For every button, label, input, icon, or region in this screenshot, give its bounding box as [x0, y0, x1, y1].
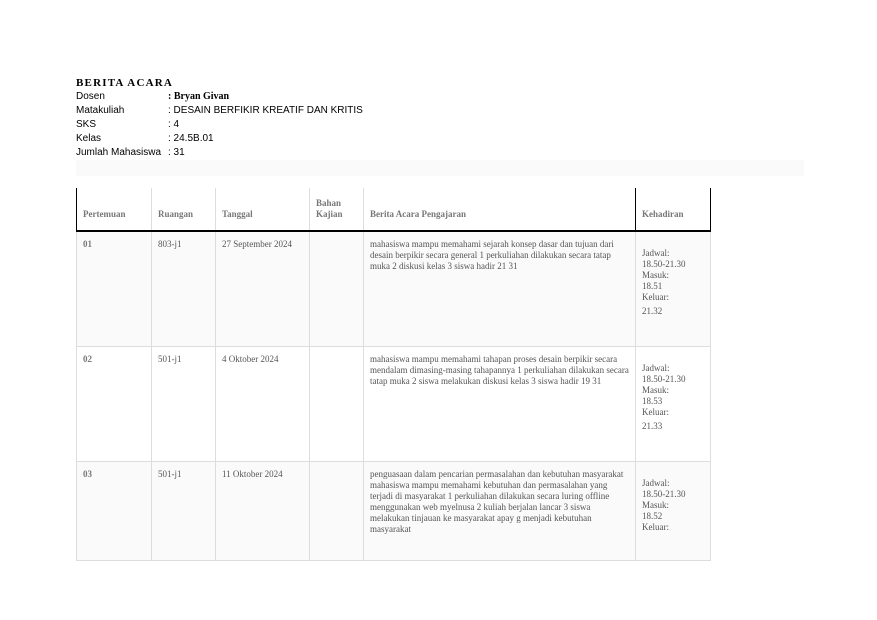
keluar-label: Keluar: — [642, 292, 669, 302]
table-header-row — [77, 188, 711, 231]
cell-pertemuan: 02 — [77, 347, 152, 462]
info-value: : 24.5B.01 — [168, 133, 214, 144]
keluar-value: 21.33 — [642, 421, 663, 431]
keluar-label: Keluar: — [642, 522, 669, 532]
masuk-label: Masuk: — [642, 500, 669, 510]
cell-berita-acara: mahasiswa mampu memahami tahapan proses desain berpikir secara mendalam dimasing-masing tahapannya 1 perkuliahan dilakukan secara tatap muka 2 siswa melakukan diskusi kelas 3 siswa hadir 19 31 — [364, 347, 636, 462]
cell-pertemuan: 01 — [77, 231, 152, 347]
berita-acara-table — [76, 188, 711, 561]
cell-ruangan: 501-j1 — [152, 462, 216, 561]
cell-tanggal: 27 September 2024 — [216, 231, 310, 347]
masuk-label: Masuk: — [642, 270, 669, 280]
cell-bahan-kajian — [310, 347, 364, 462]
keluar-label: Keluar: — [642, 407, 669, 417]
info-label: Dosen — [76, 91, 105, 102]
masuk-value: 18.51 — [642, 281, 663, 291]
info-value: : Bryan Givan — [168, 91, 230, 102]
info-row-dosen — [76, 90, 363, 104]
cell-pertemuan: 03 — [77, 462, 152, 561]
cell-bahan-kajian — [310, 462, 364, 561]
masuk-value: 18.52 — [642, 511, 663, 521]
info-label: Kelas — [76, 133, 102, 144]
cell-kehadiran — [636, 347, 711, 462]
cell-bahan-kajian — [310, 231, 364, 347]
header-ruangan: Ruangan — [152, 188, 216, 231]
info-label: SKS — [76, 119, 97, 130]
header-pertemuan: Pertemuan — [77, 188, 152, 231]
cell-tanggal: 11 Oktober 2024 — [216, 462, 310, 561]
info-row-jumlah-mahasiswa — [76, 146, 363, 160]
jadwal-value: 18.50-21.30 — [642, 374, 686, 384]
jadwal-label: Jadwal: — [642, 478, 670, 488]
jadwal-label: Jadwal: — [642, 248, 670, 258]
jadwal-label: Jadwal: — [642, 363, 670, 373]
cell-berita-acara: penguasaan dalam pencarian permasalahan dan kebutuhan masyarakat mahasiswa mampu memahami kebutuhan dan permasalahan yang terjadi di masyarakat 1 perkuliahan dilakukan secara luring offline menggunakan web myelnusa 2 kuliah berjalan lancar 3 siswa melakukan tinjauan ke masyarakat apay g menjadi kebutuhan masyarakat — [364, 462, 636, 561]
info-row-sks — [76, 118, 363, 132]
info-label: Matakuliah — [76, 105, 125, 116]
header-berita-acara: Berita Acara Pengajaran — [364, 188, 636, 231]
masuk-value: 18.53 — [642, 396, 663, 406]
table-row — [77, 462, 711, 561]
info-value: : 4 — [168, 119, 180, 130]
table-row — [77, 347, 711, 462]
jadwal-value: 18.50-21.30 — [642, 489, 686, 499]
cell-berita-acara: mahasiswa mampu memahami sejarah konsep dasar dan tujuan dari desain berpikir secara general 1 perkuliahan dilakukan secara tatap muka 2 diskusi kelas 3 siswa hadir 21 31 — [364, 231, 636, 347]
document-header — [76, 76, 363, 160]
header-kehadiran: Kehadiran — [636, 188, 711, 231]
info-value: : DESAIN BERFIKIR KREATIF DAN KRITIS — [168, 105, 363, 116]
cell-kehadiran — [636, 231, 711, 347]
cell-ruangan: 803-j1 — [152, 231, 216, 347]
info-value: : 31 — [168, 147, 185, 158]
info-row-matakuliah — [76, 104, 363, 118]
info-row-kelas — [76, 132, 363, 146]
cell-tanggal: 4 Oktober 2024 — [216, 347, 310, 462]
shaded-divider — [76, 160, 804, 176]
table-row — [77, 231, 711, 347]
document-title: BERITA ACARA — [76, 77, 174, 89]
info-label: Jumlah Mahasiswa — [76, 147, 162, 158]
cell-ruangan: 501-j1 — [152, 347, 216, 462]
cell-kehadiran — [636, 462, 711, 561]
header-tanggal: Tanggal — [216, 188, 310, 231]
keluar-value: 21.32 — [642, 306, 663, 316]
masuk-label: Masuk: — [642, 385, 669, 395]
header-bahan-kajian: Bahan Kajian — [310, 188, 364, 231]
jadwal-value: 18.50-21.30 — [642, 259, 686, 269]
